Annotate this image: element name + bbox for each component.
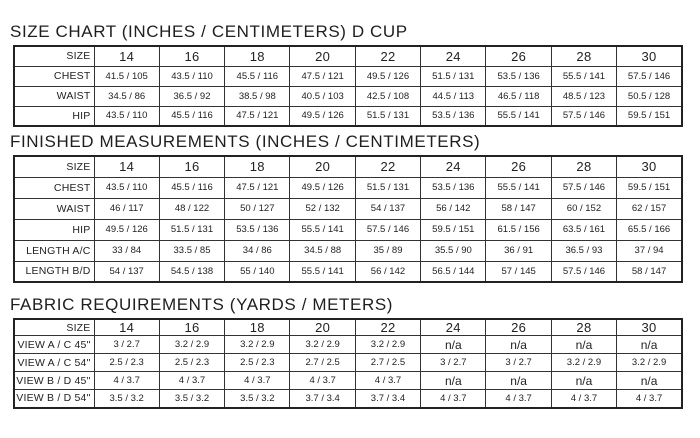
table-cell: 3 / 2.7	[94, 336, 159, 354]
row-label: CHEST	[14, 177, 94, 198]
table-cell: 34 / 86	[225, 240, 290, 261]
table-cell: n/a	[486, 372, 551, 390]
table-cell: 33 / 84	[94, 240, 159, 261]
row-label: VIEW A / C 45"	[14, 336, 94, 354]
table-cell: 38.5 / 98	[225, 86, 290, 106]
table-cell: 2.7 / 2.5	[290, 354, 355, 372]
table-cell: 57 / 145	[486, 261, 551, 282]
fabric-requirements-table	[13, 318, 683, 409]
size-header-cell: 20	[290, 156, 355, 177]
table-cell: 3.2 / 2.9	[290, 336, 355, 354]
table-cell: 2.7 / 2.5	[355, 354, 420, 372]
table-cell: 37 / 94	[617, 240, 682, 261]
table-cell: 4 / 3.7	[617, 390, 682, 408]
table-cell: 43.5 / 110	[159, 66, 224, 86]
size-header-cell: 24	[421, 156, 486, 177]
table-cell: 56 / 142	[355, 261, 420, 282]
table-cell: 45.5 / 116	[159, 177, 224, 198]
finished-measurements-table	[13, 155, 683, 283]
size-header-cell: 20	[290, 319, 355, 336]
table-cell: 3.2 / 2.9	[355, 336, 420, 354]
table-cell: 60 / 152	[551, 198, 616, 219]
table-cell: n/a	[421, 336, 486, 354]
table-cell: 55.5 / 141	[290, 261, 355, 282]
table-cell: 4 / 3.7	[355, 372, 420, 390]
row-label: CHEST	[14, 66, 94, 86]
table-cell: 52 / 132	[290, 198, 355, 219]
table-cell: 34.5 / 86	[94, 86, 159, 106]
table-cell: n/a	[617, 372, 682, 390]
table-cell: 35 / 89	[355, 240, 420, 261]
table-row	[14, 336, 682, 354]
table-cell: 59.5 / 151	[617, 177, 682, 198]
table-cell: 3.5 / 3.2	[94, 390, 159, 408]
table-cell: 4 / 3.7	[225, 372, 290, 390]
table-cell: 3.7 / 3.4	[355, 390, 420, 408]
table-cell: 3.2 / 2.9	[225, 336, 290, 354]
table-cell: 50 / 127	[225, 198, 290, 219]
size-header-cell: 14	[94, 319, 159, 336]
row-label: WAIST	[14, 86, 94, 106]
size-header-cell: 24	[421, 46, 486, 66]
size-header-cell: 16	[159, 46, 224, 66]
size-header-cell: 26	[486, 46, 551, 66]
table-cell: 4 / 3.7	[94, 372, 159, 390]
table-cell: 4 / 3.7	[421, 390, 486, 408]
table-cell: 3.2 / 2.9	[617, 354, 682, 372]
size-chart-title: SIZE CHART (INCHES / CENTIMETERS) D CUP	[10, 22, 408, 41]
table-cell: 55.5 / 141	[551, 66, 616, 86]
table-cell: 3 / 2.7	[486, 354, 551, 372]
table-cell: 4 / 3.7	[159, 372, 224, 390]
table-cell: 49.5 / 126	[94, 219, 159, 240]
size-header-cell: 20	[290, 46, 355, 66]
size-header-label: SIZE	[14, 46, 94, 66]
table-cell: 47.5 / 121	[225, 106, 290, 126]
table-cell: 54.5 / 138	[159, 261, 224, 282]
table-cell: 48 / 122	[159, 198, 224, 219]
table-cell: 56.5 / 144	[421, 261, 486, 282]
row-label: LENGTH A/C	[14, 240, 94, 261]
table-cell: 49.5 / 126	[355, 66, 420, 86]
size-header-row	[14, 156, 682, 177]
size-header-label: SIZE	[14, 156, 94, 177]
table-row	[14, 106, 682, 126]
size-header-cell: 30	[617, 319, 682, 336]
row-label: HIP	[14, 106, 94, 126]
table-cell: n/a	[421, 372, 486, 390]
table-cell: 51.5 / 131	[421, 66, 486, 86]
size-chart-table	[13, 45, 683, 127]
table-cell: 2.5 / 2.3	[225, 354, 290, 372]
table-cell: 4 / 3.7	[551, 390, 616, 408]
table-cell: 62 / 157	[617, 198, 682, 219]
table-row	[14, 198, 682, 219]
table-cell: 44.5 / 113	[421, 86, 486, 106]
size-header-cell: 30	[617, 156, 682, 177]
table-cell: 51.5 / 131	[159, 219, 224, 240]
table-cell: 51.5 / 131	[355, 106, 420, 126]
row-label: VIEW B / D 54"	[14, 390, 94, 408]
table-cell: 51.5 / 131	[355, 177, 420, 198]
table-cell: n/a	[551, 372, 616, 390]
table-cell: 53.5 / 136	[421, 106, 486, 126]
table-cell: 3.5 / 3.2	[159, 390, 224, 408]
table-cell: 49.5 / 126	[290, 106, 355, 126]
table-cell: 57.5 / 146	[551, 177, 616, 198]
table-cell: 3.5 / 3.2	[225, 390, 290, 408]
table-cell: 57.5 / 146	[617, 66, 682, 86]
table-row	[14, 354, 682, 372]
table-cell: 49.5 / 126	[290, 177, 355, 198]
table-cell: 4 / 3.7	[486, 390, 551, 408]
size-header-cell: 22	[355, 46, 420, 66]
size-header-cell: 16	[159, 156, 224, 177]
table-cell: 40.5 / 103	[290, 86, 355, 106]
table-cell: 53.5 / 136	[225, 219, 290, 240]
table-cell: 55.5 / 141	[290, 219, 355, 240]
table-cell: 46.5 / 118	[486, 86, 551, 106]
table-row	[14, 261, 682, 282]
table-cell: 3.7 / 3.4	[290, 390, 355, 408]
table-cell: n/a	[486, 336, 551, 354]
table-cell: 36.5 / 93	[551, 240, 616, 261]
table-cell: 61.5 / 156	[486, 219, 551, 240]
size-header-cell: 28	[551, 319, 616, 336]
table-cell: 50.5 / 128	[617, 86, 682, 106]
fabric-requirements-title: FABRIC REQUIREMENTS (YARDS / METERS)	[10, 295, 394, 314]
table-row	[14, 372, 682, 390]
table-cell: 59.5 / 151	[421, 219, 486, 240]
row-label: VIEW A / C 54"	[14, 354, 94, 372]
table-row	[14, 240, 682, 261]
table-cell: 54 / 137	[94, 261, 159, 282]
table-cell: n/a	[617, 336, 682, 354]
table-cell: 33.5 / 85	[159, 240, 224, 261]
table-cell: 45.5 / 116	[159, 106, 224, 126]
table-cell: 2.5 / 2.3	[159, 354, 224, 372]
table-cell: 36 / 91	[486, 240, 551, 261]
size-header-cell: 24	[421, 319, 486, 336]
size-header-cell: 18	[225, 46, 290, 66]
row-label: VIEW B / D 45"	[14, 372, 94, 390]
table-cell: 63.5 / 161	[551, 219, 616, 240]
table-cell: 35.5 / 90	[421, 240, 486, 261]
table-cell: 48.5 / 123	[551, 86, 616, 106]
size-header-cell: 22	[355, 156, 420, 177]
table-cell: 47.5 / 121	[225, 177, 290, 198]
size-header-cell: 14	[94, 46, 159, 66]
table-cell: 58 / 147	[486, 198, 551, 219]
table-cell: 55.5 / 141	[486, 106, 551, 126]
table-cell: 2.5 / 2.3	[94, 354, 159, 372]
table-cell: 42.5 / 108	[355, 86, 420, 106]
table-cell: 47.5 / 121	[290, 66, 355, 86]
table-cell: 46 / 117	[94, 198, 159, 219]
table-cell: 55.5 / 141	[486, 177, 551, 198]
table-cell: 45.5 / 116	[225, 66, 290, 86]
table-cell: 4 / 3.7	[290, 372, 355, 390]
table-cell: 56 / 142	[421, 198, 486, 219]
table-cell: 58 / 147	[617, 261, 682, 282]
row-label: LENGTH B/D	[14, 261, 94, 282]
table-cell: 57.5 / 146	[355, 219, 420, 240]
table-row	[14, 86, 682, 106]
size-header-cell: 30	[617, 46, 682, 66]
table-cell: 55 / 140	[225, 261, 290, 282]
size-header-cell: 18	[225, 319, 290, 336]
table-cell: 53.5 / 136	[421, 177, 486, 198]
table-cell: 36.5 / 92	[159, 86, 224, 106]
table-cell: 57.5 / 146	[551, 261, 616, 282]
table-row	[14, 390, 682, 408]
size-header-cell: 28	[551, 156, 616, 177]
size-header-cell: 26	[486, 156, 551, 177]
table-cell: 65.5 / 166	[617, 219, 682, 240]
table-cell: 3.2 / 2.9	[551, 354, 616, 372]
size-header-cell: 26	[486, 319, 551, 336]
table-cell: 59.5 / 151	[617, 106, 682, 126]
table-cell: 53.5 / 136	[486, 66, 551, 86]
size-header-row	[14, 319, 682, 336]
table-cell: n/a	[551, 336, 616, 354]
finished-measurements-title: FINISHED MEASUREMENTS (INCHES / CENTIMETERS)	[10, 132, 481, 151]
table-cell: 54 / 137	[355, 198, 420, 219]
size-header-cell: 18	[225, 156, 290, 177]
size-header-cell: 22	[355, 319, 420, 336]
size-header-label: SIZE	[14, 319, 94, 336]
table-cell: 43.5 / 110	[94, 177, 159, 198]
table-cell: 34.5 / 88	[290, 240, 355, 261]
table-row	[14, 177, 682, 198]
table-cell: 3 / 2.7	[421, 354, 486, 372]
size-header-cell: 28	[551, 46, 616, 66]
row-label: HIP	[14, 219, 94, 240]
table-row	[14, 219, 682, 240]
table-cell: 43.5 / 110	[94, 106, 159, 126]
table-cell: 57.5 / 146	[551, 106, 616, 126]
row-label: WAIST	[14, 198, 94, 219]
table-cell: 41.5 / 105	[94, 66, 159, 86]
table-cell: 3.2 / 2.9	[159, 336, 224, 354]
size-header-cell: 16	[159, 319, 224, 336]
table-row	[14, 66, 682, 86]
size-header-row	[14, 46, 682, 66]
size-header-cell: 14	[94, 156, 159, 177]
